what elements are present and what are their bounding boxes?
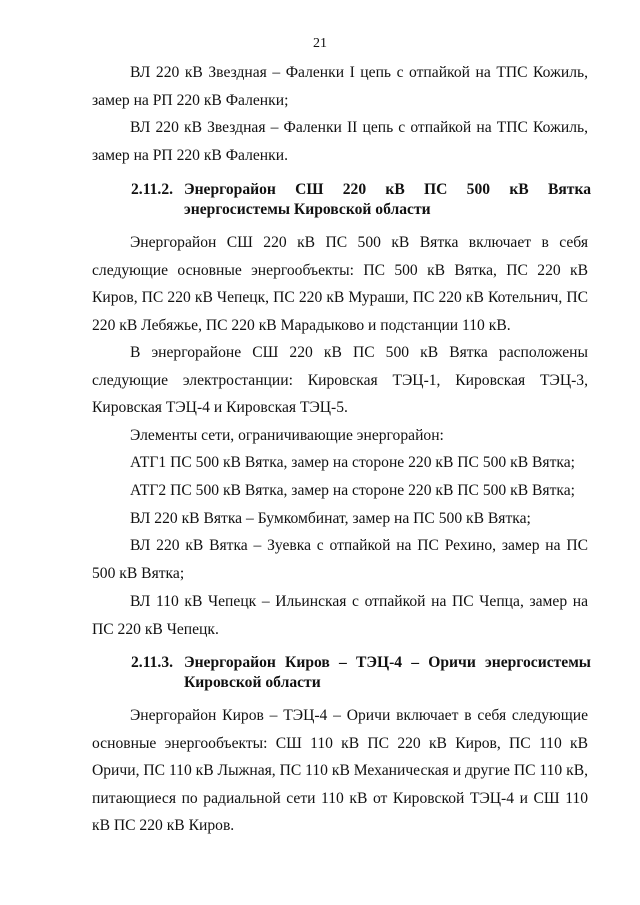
paragraph: АТГ1 ПС 500 кВ Вятка, замер на стороне 220 кВ ПС 500 кВ Вятка; <box>130 454 575 471</box>
section-number: 2.11.2. <box>131 181 174 198</box>
paragraph: В энергорайоне СШ 220 кВ ПС 500 кВ Вятка расположены следующие электростанции: Кировская ТЭЦ-1, Кировская ТЭЦ-3, Кировская ТЭЦ-4 и Кировская ТЭЦ-5. <box>92 344 588 416</box>
section-number: 2.11.3. <box>131 654 174 671</box>
paragraph: Элементы сети, ограничивающие энергорайон: <box>130 427 444 444</box>
paragraph: ВЛ 220 кВ Вятка – Зуевка с отпайкой на ПС Рехино, замер на ПС 500 кВ Вятка; <box>92 537 588 582</box>
page-number: 21 <box>313 36 327 51</box>
paragraph: Энергорайон Киров – ТЭЦ-4 – Оричи включает в себя следующие основные энергообъекты: СШ 110 кВ ПС 220 кВ Киров, ПС 110 кВ Оричи, ПС 110 кВ Лыжная, ПС 110 кВ Механическая и другие ПС 110 кВ, питающиеся по радиальной сети 110 кВ от Кировской ТЭЦ-4 и СШ 110 кВ ПС 220 кВ Киров. <box>92 707 588 834</box>
paragraph: АТГ2 ПС 500 кВ Вятка, замер на стороне 220 кВ ПС 500 кВ Вятка; <box>130 482 575 499</box>
paragraph: ВЛ 220 кВ Звездная – Фаленки II цепь с отпайкой на ТПС Кожиль, замер на РП 220 кВ Фаленки. <box>92 119 588 164</box>
section-heading <box>131 180 591 220</box>
paragraph: Энергорайон СШ 220 кВ ПС 500 кВ Вятка включает в себя следующие основные энергообъекты: ПС 500 кВ Вятка, ПС 220 кВ Киров, ПС 220 кВ Чепецк, ПС 220 кВ Мураши, ПС 220 кВ Котельнич, ПС 220 кВ Лебяжье, ПС 220 кВ Марадыково и подстанции 110 кВ. <box>92 234 588 334</box>
section-title: Энергорайон Киров – ТЭЦ-4 – Оричи энергосистемы Кировской области <box>184 654 591 691</box>
paragraph: ВЛ 220 кВ Вятка – Бумкомбинат, замер на ПС 500 кВ Вятка; <box>130 510 531 527</box>
paragraph: ВЛ 110 кВ Чепецк – Ильинская с отпайкой на ПС Чепца, замер на ПС 220 кВ Чепецк. <box>92 593 588 638</box>
section-title: Энергорайон СШ 220 кВ ПС 500 кВ Вятка энергосистемы Кировской области <box>184 181 591 218</box>
paragraph: ВЛ 220 кВ Звездная – Фаленки I цепь с отпайкой на ТПС Кожиль, замер на РП 220 кВ Фаленки; <box>92 64 588 109</box>
section-heading <box>131 653 591 693</box>
